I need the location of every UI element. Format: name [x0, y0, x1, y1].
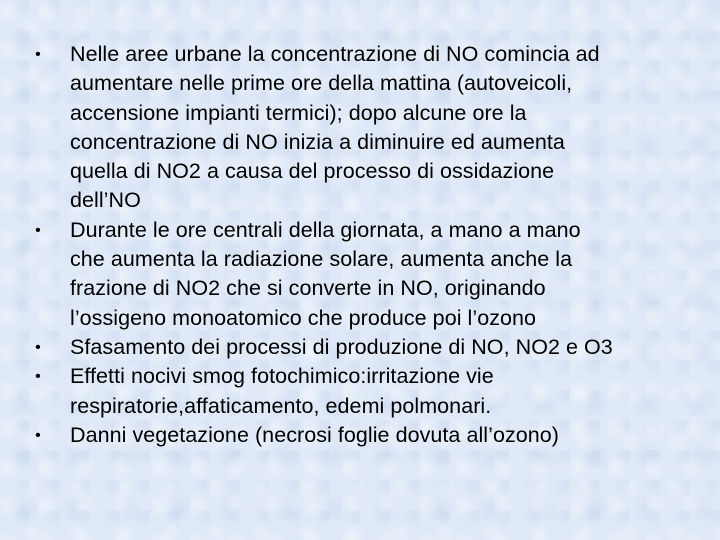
- bullet-list: [28, 40, 700, 450]
- bullet-text: Danni vegetazione (necrosi foglie dovuta all’ozono): [70, 422, 559, 447]
- bullet-text: Nelle aree urbane la concentrazione di NO comincia ad aumentare nelle prime ore della mattina (autoveicoli, accensione impianti termici); dopo alcune ore la concentrazione di NO inizia a diminuire ed aumenta quella di NO2 a causa del processo di ossidazione dell’NO: [70, 42, 600, 213]
- bullet-item-urban-no: [28, 40, 700, 216]
- bullet-text: Sfasamento dei processi di produzione di NO, NO2 e O3: [70, 334, 613, 359]
- bullet-text: Effetti nocivi smog fotochimico:irritazione vie respiratorie,affaticamento, edemi polmonari.: [70, 364, 494, 418]
- bullet-text: Durante le ore centrali della giornata, a mano a mano che aumenta la radiazione solare, aumenta anche la frazione di NO2 che si converte in NO, originando l’ossigeno monoatomico che produce poi l’ozono: [70, 217, 581, 330]
- bullet-icon: •: [35, 221, 41, 239]
- bullet-icon: •: [35, 426, 41, 444]
- bullet-item-vegetation-damage: [28, 421, 700, 450]
- bullet-item-smog-effects: [28, 362, 700, 421]
- bullet-icon: •: [35, 338, 41, 356]
- bullet-item-phase-shift: [28, 333, 700, 362]
- bullet-icon: •: [35, 368, 41, 386]
- bullet-icon: •: [35, 46, 41, 63]
- bullet-item-central-hours: [28, 216, 700, 333]
